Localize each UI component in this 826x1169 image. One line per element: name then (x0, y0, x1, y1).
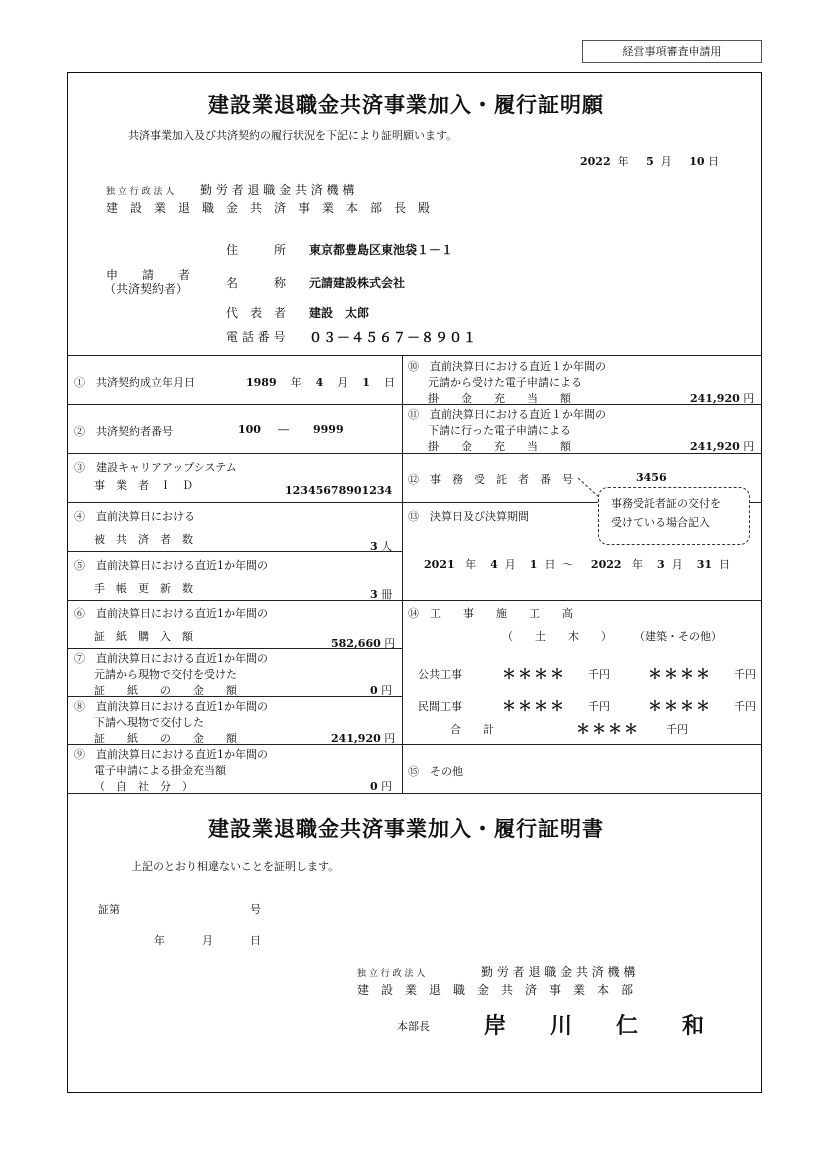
right-row-line (402, 744, 761, 745)
item8-label1: ⑧ 直前決算日における直近1か年間の (74, 700, 268, 713)
table-center-line (402, 355, 403, 793)
item14-private-label: 民間工事 (418, 700, 462, 713)
item10-label3: 掛 金 充 当 額 (428, 392, 571, 405)
issuer-line1: 勤 労 者 退 職 金 共 済 機 構 (481, 965, 636, 979)
issuer-line2: 建 設 業 退 職 金 共 済 事 業 本 部 (357, 983, 634, 997)
item14-public-label: 公共工事 (418, 668, 462, 681)
item6-label1: ⑥ 直前決算日における直近1か年間の (74, 607, 268, 620)
addressee-line2: 建 設 業 退 職 金 共 済 事 業 本 部 長 殿 (106, 201, 431, 215)
item8-value: 241,920 円 (331, 732, 396, 745)
item14-unit: 千円 (734, 668, 756, 681)
item12-label: ⑫ 事 務 受 託 者 番 号 (408, 473, 573, 486)
item14-public-building: ＊＊＊＊ (648, 667, 712, 683)
request-date: 2022 年 5 月 10 日 (580, 155, 720, 168)
item14-col-building: （建築・その他） (634, 630, 722, 643)
item11-label1: ⑪ 直前決算日における直近１か年間の (408, 408, 606, 421)
item14-public-civil: ＊＊＊＊ (502, 667, 566, 683)
addressee-prefix: 独 立 行 政 法 人 (106, 187, 175, 197)
cert-no-prefix: 証第 (98, 903, 120, 916)
item6-value: 582,660 円 (331, 637, 396, 650)
item10-label1: ⑩ 直前決算日における直近１か年間の (408, 360, 606, 373)
address-value: 東京都豊島区東池袋１－１ (309, 243, 454, 257)
item10-value: 241,920 円 (690, 392, 755, 405)
item14-col-civil: （ 土 木 ） (502, 630, 612, 643)
left-row-line (67, 453, 402, 454)
item14-unit: 千円 (734, 700, 756, 713)
item10-label2: 元請から受けた電子申請による (428, 376, 582, 389)
cert-no-suffix: 号 (250, 903, 261, 916)
item8-label2: 下請へ現物で交付した (94, 716, 204, 729)
rep-label: 代 表 者 (226, 306, 287, 320)
item8-label3: 証 紙 の 金 額 (94, 732, 237, 745)
certificate-text: 上記のとおり相違ないことを証明します。 (131, 860, 340, 873)
item9-label2: 電子申請による掛金充当額 (94, 764, 226, 777)
item12-note (598, 487, 750, 545)
item2-b: 9999 (313, 423, 344, 436)
addressee-line1: 勤 労 者 退 職 金 共 済 機 構 (200, 183, 355, 197)
item4-value: 3 人 (370, 540, 393, 553)
item14-unit: 千円 (588, 700, 610, 713)
right-row-line (402, 600, 761, 601)
item3-value: 12345678901234 (285, 484, 393, 497)
item13-label: ⑬ 決算日及び決算期間 (408, 510, 529, 523)
item7-label1: ⑦ 直前決算日における直近1か年間の (74, 652, 268, 665)
phone-value: ０３－４５６７－８９０１ (309, 331, 478, 346)
item9-label3: （ 自 社 分 ） (94, 780, 193, 793)
item13-period: 2021 年 4 月 1 日 ～ 2022 年 3 月 31 日 (424, 558, 731, 571)
item4-label1: ④ 直前決算日における (74, 510, 195, 523)
item2-dash: ― (278, 423, 289, 436)
item14-private-civil: ＊＊＊＊ (502, 699, 566, 715)
item3-label1: ③ 建設キャリアアップシステム (74, 461, 237, 474)
cert-date-year: 年 (154, 934, 165, 947)
request-intro: 共済事業加入及び共済契約の履行状況を下記により証明願います。 (128, 129, 458, 142)
item7-label2: 元請から現物で交付を受けた (94, 668, 237, 681)
item1-value: 1989 年 4 月 1 日 (246, 376, 395, 389)
item14-unit: 千円 (666, 723, 688, 736)
request-title: 建設業退職金共済事業加入・履行証明願 (208, 92, 604, 117)
item2-a: 100 (238, 423, 261, 436)
item14-private-building: ＊＊＊＊ (648, 699, 712, 715)
item3-label2: 事 業 者 Ｉ Ｄ (94, 479, 193, 492)
item2-label: ② 共済契約者番号 (74, 425, 173, 438)
head-name: 岸 川 仁 和 (484, 1013, 705, 1039)
item14-label: ⑭ 工 事 施 工 高 (408, 607, 573, 620)
item6-label2: 証 紙 購 入 額 (94, 630, 193, 643)
item5-label2: 手 帳 更 新 数 (94, 582, 193, 595)
item5-label1: ⑤ 直前決算日における直近1か年間の (74, 559, 268, 572)
item12-value: 3456 (636, 471, 667, 484)
item7-value: 0 円 (370, 684, 393, 697)
certificate-title: 建設業退職金共済事業加入・履行証明書 (208, 816, 604, 841)
item11-label3: 掛 金 充 当 額 (428, 440, 571, 453)
left-row-line (67, 404, 402, 405)
cert-date-day: 日 (250, 934, 261, 947)
left-row-line (67, 551, 402, 552)
left-row-line (67, 600, 402, 601)
item12-note-line1: 事務受託者証の交付を (611, 497, 721, 510)
applicant-sub: （共済契約者） (104, 282, 189, 296)
item15-label: ⑮ その他 (408, 765, 463, 778)
name-label: 名 称 (226, 276, 287, 290)
item14-unit: 千円 (588, 668, 610, 681)
head-label: 本部長 (397, 1020, 430, 1033)
item7-label3: 証 紙 の 金 額 (94, 684, 237, 697)
left-row-line (67, 502, 402, 503)
item9-label1: ⑨ 直前決算日における直近1か年間の (74, 748, 268, 761)
usage-badge: 経営事項審査申請用 (582, 40, 762, 63)
item1-label: ① 共済契約成立年月日 (74, 376, 195, 389)
rep-value: 建設 太郎 (309, 306, 370, 320)
table-top-line (67, 355, 761, 356)
item5-value: 3 冊 (370, 588, 393, 601)
issuer-prefix: 独 立 行 政 法 人 (357, 969, 426, 979)
item14-total-label: 合 計 (450, 723, 494, 736)
item9-value: 0 円 (370, 780, 393, 793)
applicant-label: 申 請 者 (106, 268, 191, 282)
item11-value: 241,920 円 (690, 440, 755, 453)
item14-total: ＊＊＊＊ (576, 722, 640, 738)
address-label: 住 所 (226, 243, 287, 257)
cert-date-month: 月 (202, 934, 213, 947)
phone-label: 電 話 番 号 (226, 330, 286, 344)
name-value: 元請建設株式会社 (309, 276, 406, 290)
item11-label2: 下請に行った電子申請による (428, 424, 571, 437)
item12-note-line2: 受けている場合記入 (611, 516, 710, 529)
item4-label2: 被 共 済 者 数 (94, 533, 193, 546)
